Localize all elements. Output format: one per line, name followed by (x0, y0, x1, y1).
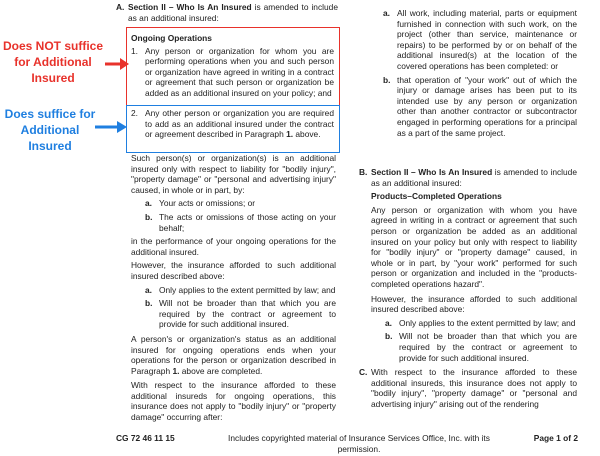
paragraph: in the performance of your ongoing operations for the additional insured. (131, 236, 336, 257)
item-2 (131, 108, 334, 140)
paragraph: With respect to the insurance afforded to these additional insureds, this insurance does not apply to "bodily injury", "property damage" or "personal and advertising injury" arising out of the rendering (371, 367, 577, 409)
list-text: The acts or omissions of those acting on your behalf; (159, 211, 336, 233)
list-item (383, 75, 577, 139)
section-a (116, 2, 338, 23)
item-1 (131, 46, 334, 99)
item-text-end: above. (293, 129, 321, 140)
paragraph-ref: 1. (172, 365, 180, 376)
list-label: a. (385, 317, 392, 328)
products-title: Products–Completed Operations (371, 191, 502, 202)
paragraph: Such person(s) or organization(s) is an additional insured only with respect to liability for "bodily injury", "property damage" or "personal and advertising injury" caused, in whole or in part, by: (131, 153, 336, 195)
item-text: Any other person or organization you are required to add as an additional insured under the contract or agreement described in Paragraph (145, 108, 334, 140)
list-text: Your acts or omissions; or (159, 198, 256, 209)
section-a-heading (116, 2, 338, 23)
paragraph: Any person or organization with whom you have agreed in writing in a contract or agreement that such person or organization be added as an additional insured on your policy but only with respect to liability for "bodily injury" or "property damage" caused, in whole or in part, by "your work" performed for such person or organization and included in the "products-completed operations hazard". (371, 204, 577, 289)
list-item (385, 318, 577, 329)
section-heading: Section II – Who Is An Insured (128, 2, 252, 12)
list-label: a. (383, 8, 390, 18)
page-number: Page 1 of 2 (533, 433, 578, 443)
list-label: b. (145, 298, 153, 309)
list-label: b. (145, 211, 153, 222)
section-heading: Section II – Who Is An Insured (371, 167, 493, 177)
form-number: CG 72 46 11 15 (116, 433, 175, 443)
section-heading-rest: is amended to include as an additional insured: (128, 2, 338, 23)
list-label: b. (383, 74, 391, 85)
list-text: Will not be broader than that which you are required by the contract or agreement to provide for such additional insured. (159, 298, 336, 330)
paragraph-text-end: above are completed. (179, 365, 263, 376)
list-text: Only applies to the extent permitted by law; and (159, 284, 336, 295)
section-letter: C. (359, 367, 368, 378)
right-column (371, 8, 577, 138)
list-text: All work, including material, parts or equipment furnished in connection with such work, on the project (other than service, maintenance or repairs) to be performed by or on behalf of the additional insured(s) at the location of the covered operations has been completed: or (397, 8, 577, 71)
list-text: that operation of "your work" out of which the injury or damage arises has been put to its intended use by any person or organization other than another contractor or subcontractor engaged in performing operations for a principal as a part of the same project. (397, 74, 577, 138)
paragraph-text: A person's or organization's status as an additional insured for ongoing operations ends when your operations for the person or organization described in Paragraph (131, 333, 336, 376)
item-number: 2. (131, 108, 138, 118)
paragraph: With respect to the insurance afforded to these additional insureds for ongoing operations, this insurance does not apply to "bodily injury" or "property damage" occurring after: (131, 380, 336, 423)
list-label: a. (145, 198, 152, 209)
not-suffice-label: Does NOT suffice for Additional Insured (2, 39, 104, 85)
section-c (359, 367, 577, 409)
list-item (145, 212, 336, 233)
list-item (145, 198, 336, 209)
paragraph (131, 334, 336, 376)
paragraph: However, the insurance afforded to such additional insured described above: (131, 260, 336, 281)
list-item (145, 298, 336, 330)
item-number: 1. (131, 45, 138, 56)
section-letter: A. (116, 2, 125, 12)
arrow-right-icon (94, 120, 128, 134)
list-item (145, 285, 336, 296)
section-b (359, 167, 577, 409)
paragraph-ref: 1. (286, 129, 294, 140)
list-item (385, 331, 577, 363)
section-b-heading (359, 167, 577, 188)
item-text: Any person or organization for whom you are performing operations when you and such person or organization have agreed in writing in a contract or agreement that such person or organization be added as an additional insured on your policy; and (145, 45, 334, 98)
section-letter: B. (359, 167, 368, 177)
list-text: Only applies to the extent permitted by law; and (399, 317, 576, 328)
ongoing-title: Ongoing Operations (131, 33, 212, 43)
list-label: a. (145, 284, 152, 295)
list-item (383, 8, 577, 72)
ongoing-operations (131, 33, 334, 99)
list-label: b. (385, 331, 393, 342)
list-text: Will not be broader than that which you are required by the contract or agreement to provide for such additional insured. (399, 331, 577, 363)
paragraph: However, the insurance afforded to such additional insured described above: (371, 293, 577, 315)
section-heading-rest: is amended to include as an additional insured: (371, 167, 577, 188)
section-a-body (131, 153, 336, 423)
copyright-notice: Includes copyrighted material of Insurance Services Office, Inc. with its permission. (228, 433, 490, 454)
suffice-label: Does suffice for Additional Insured (4, 107, 96, 153)
